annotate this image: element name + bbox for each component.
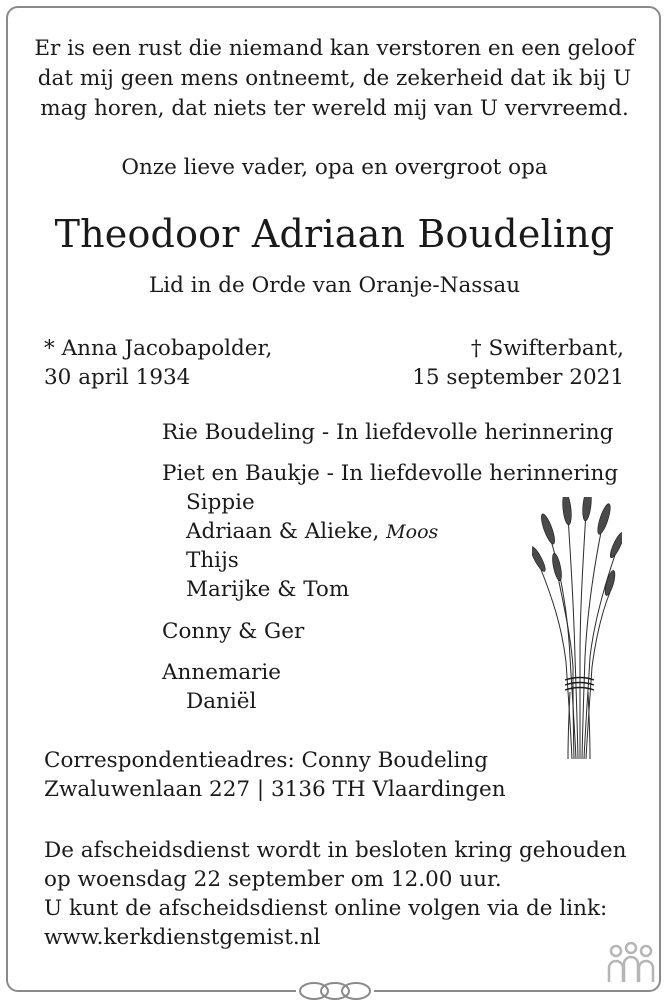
service-block	[44, 836, 627, 952]
family-conny: Conny & Ger	[162, 619, 305, 644]
family-rie: Rie Boudeling - In liefdevolle herinnering	[162, 420, 614, 445]
death-place: † Swifterbant,	[470, 336, 624, 361]
rings-ornament-icon	[296, 980, 374, 1002]
family-piet: Piet en Baukje - In liefdevolle herinnering	[162, 461, 619, 486]
family-sippie: Sippie	[186, 490, 255, 515]
wheat-sheaf-icon	[532, 497, 622, 759]
birth-place: * Anna Jacobapolder,	[44, 336, 273, 361]
family-moos: Moos	[386, 521, 439, 543]
birth-block	[44, 334, 272, 392]
family-daniel: Daniël	[186, 689, 257, 714]
death-date: 15 september 2021	[412, 365, 624, 390]
correspondence-line-2: Zwaluwenlaan 227 | 3136 TH Vlaardingen	[44, 777, 506, 802]
family-adriaan	[186, 517, 438, 547]
honor-line: Lid in de Orde van Oranje-Nassau	[148, 273, 521, 298]
death-block	[412, 334, 624, 392]
service-line-3: U kunt de afscheidsdienst online volgen via de link:	[44, 896, 608, 921]
correspondence-block	[44, 746, 506, 804]
birth-date: 30 april 1934	[44, 365, 191, 390]
people-group-logo-icon	[606, 942, 656, 984]
deceased-name: Theodoor Adriaan Boudeling	[54, 212, 615, 256]
family-thijs: Thijs	[186, 548, 239, 573]
service-link: www.kerkdienstgemist.nl	[44, 925, 321, 950]
family-marijke: Marijke & Tom	[186, 577, 350, 602]
service-line-2: op woensdag 22 september om 12.00 uur.	[44, 867, 502, 892]
correspondence-line-1: Correspondentieadres: Conny Boudeling	[44, 748, 489, 773]
intro-line: Onze lieve vader, opa en overgroot opa	[121, 155, 548, 180]
family-annemarie: Annemarie	[162, 660, 282, 685]
family-adriaan-names: Adriaan & Alieke,	[186, 519, 380, 544]
poem: Er is een rust die niemand kan verstoren en een geloof dat mij geen mens ontneemt, de zekerheid dat ik bij U mag horen, dat niets ter wereld mij van U vervreemd.	[34, 36, 635, 121]
service-line-1: De afscheidsdienst wordt in besloten kring gehouden	[44, 838, 627, 863]
